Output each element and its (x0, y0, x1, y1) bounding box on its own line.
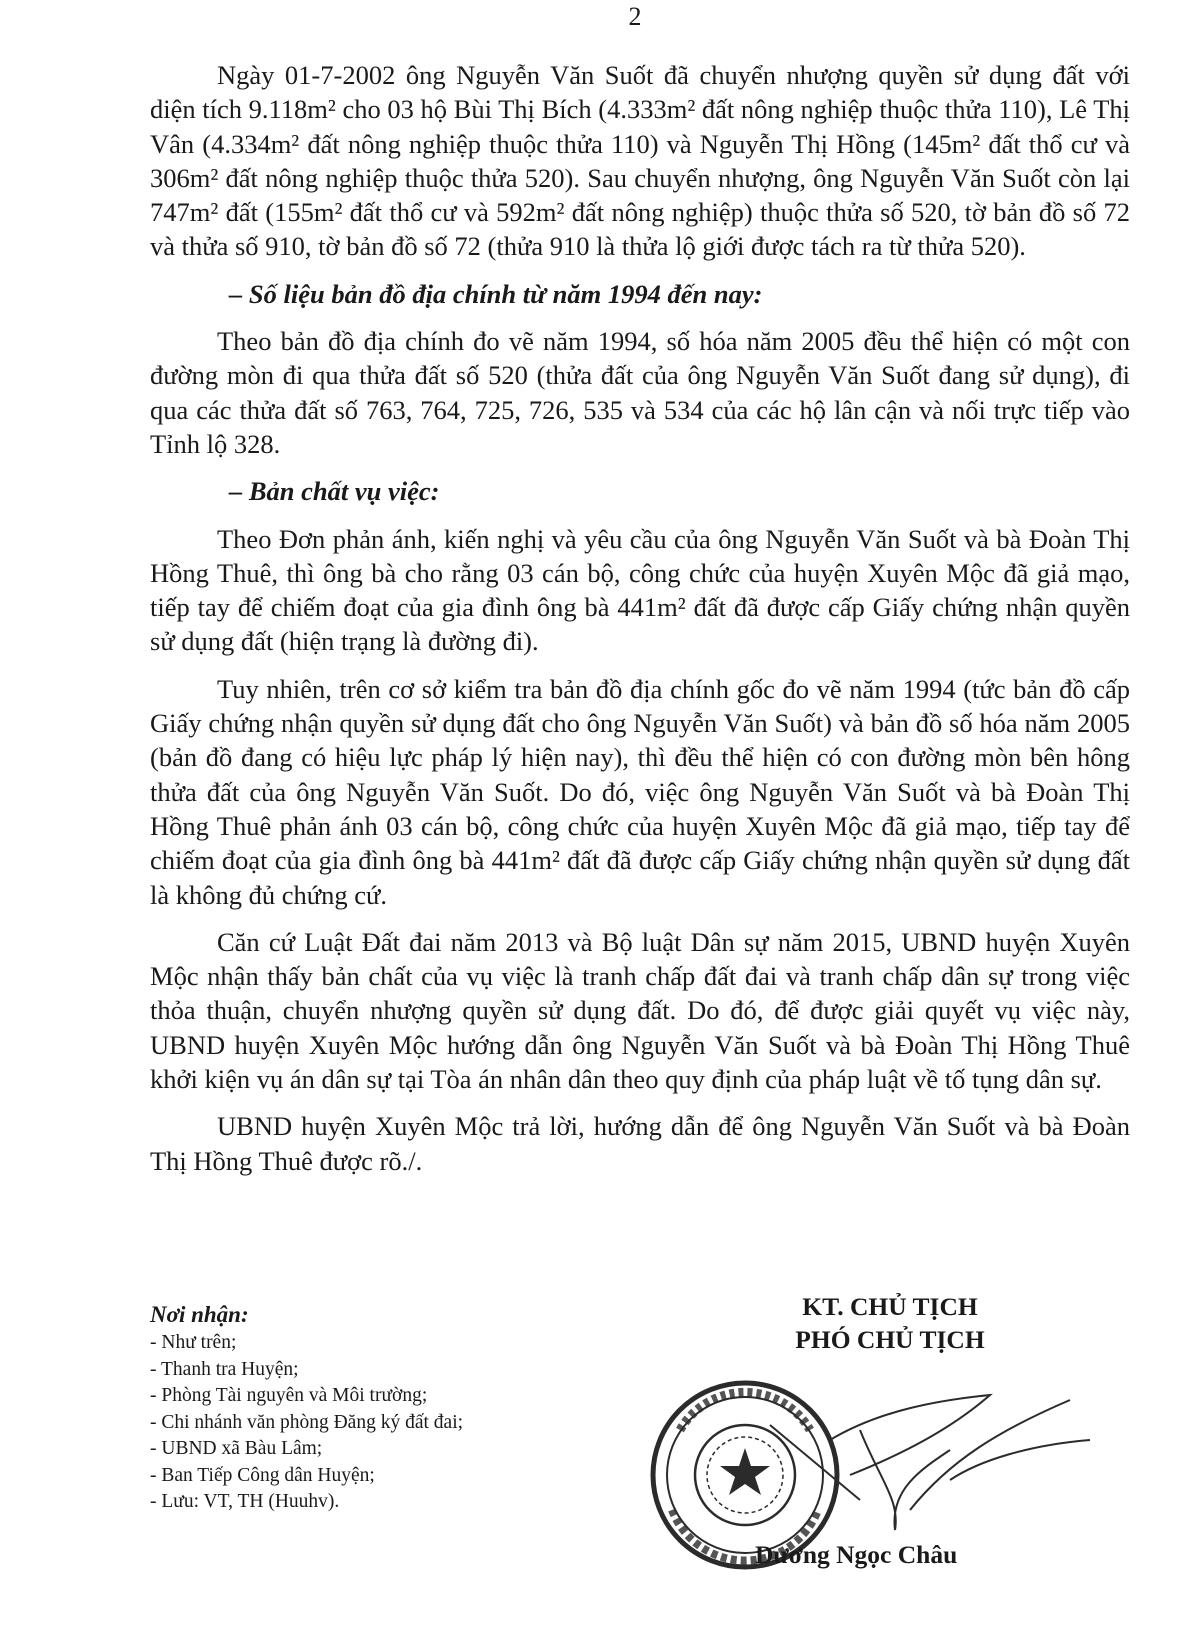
paragraph-verification: Tuy nhiên, trên cơ sở kiểm tra bản đồ địa chính gốc đo vẽ năm 1994 (tức bản đồ cấp Giấy chứng nhận quyền sử dụng đất cho ông Nguyễn Văn Suốt) và bản đồ số hóa năm 2005 (bản đồ đang có hiệu lực pháp lý hiện nay), thì đều thể hiện có con đường mòn bên hông thửa đất của ông Nguyễn Văn Suốt. Do đó, việc ông Nguyễn Văn Suốt và bà Đoàn Thị Hồng Thuê phản ánh 03 cán bộ, công chức của huyện Xuyên Mộc đã giả mạo, tiếp tay để chiếm đoạt của gia đình ông bà 441m² đất đã được cấp Giấy chứng nhận quyền sử dụng đất là không đủ chứng cứ. (150, 673, 1130, 910)
heading-cadastral-data: – Số liệu bản đồ địa chính từ năm 1994 đến nay: (229, 278, 763, 309)
page-number: 2 (628, 2, 642, 31)
heading-case-nature: – Bản chất vụ việc: (229, 476, 440, 507)
paragraph-land-transfer: Ngày 01-7-2002 ông Nguyễn Văn Suốt đã chuyển nhượng quyền sử dụng đất với diện tích 9.118m² cho 03 hộ Bùi Thị Bích (4.333m² đất nông nghiệp thuộc thửa 110), Lê Thị Vân (4.334m² đất nông nghiệp thuộc thửa 110) và Nguyễn Thị Hồng (145m² đất thổ cư và 306m² đất nông nghiệp thuộc thửa 520). Sau chuyển nhượng, ông Nguyễn Văn Suốt còn lại 747m² đất (155m² đất thổ cư và 592m² đất nông nghiệp) thuộc thửa số 520, tờ bản đồ số 72 và thửa số 910, tờ bản đồ số 72 (thửa 910 là thửa lộ giới được tách ra từ thửa 520). (150, 60, 1130, 262)
document-body (150, 58, 1130, 1191)
signature-title-1: KT. CHỦ TỊCH (802, 1292, 978, 1321)
signature-title-2: PHÓ CHỦ TỊCH (795, 1325, 985, 1354)
recipients-block (150, 1300, 590, 1516)
recipient-item: - Như trên; (150, 1332, 237, 1353)
recipients-title: Nơi nhận: (150, 1302, 249, 1327)
paragraph-complaint: Theo Đơn phản ánh, kiến nghị và yêu cầu của ông Nguyễn Văn Suốt và bà Đoàn Thị Hồng Thuê, thì ông bà cho rằng 03 cán bộ, công chức của huyện Xuyên Mộc đã giả mạo, tiếp tay để chiếm đoạt của gia đình ông bà 441m² đất đã được cấp Giấy chứng nhận quyền sử dụng đất (hiện trạng là đường đi). (150, 523, 1130, 657)
paragraph-closing: UBND huyện Xuyên Mộc trả lời, hướng dẫn để ông Nguyễn Văn Suốt và bà Đoàn Thị Hồng Thuê được rõ./. (150, 1111, 1130, 1176)
signature-block (640, 1290, 1140, 1356)
recipient-item: - UBND xã Bàu Lâm; (150, 1438, 323, 1459)
recipients-list (150, 1330, 590, 1516)
paragraph-legal-basis: Căn cứ Luật Đất đai năm 2013 và Bộ luật Dân sự năm 2015, UBND huyện Xuyên Mộc nhận thấy bản chất của vụ việc là tranh chấp đất đai và tranh chấp dân sự trong việc thỏa thuận, chuyển nhượng quyền sử dụng đất. Do đó, để được giải quyết vụ việc này, UBND huyện Xuyên Mộc hướng dẫn ông Nguyễn Văn Suốt và bà Đoàn Thị Hồng Thuê khởi kiện vụ án dân sự tại Tòa án nhân dân theo quy định của pháp luật về tố tụng dân sự. (150, 926, 1130, 1095)
recipient-item: - Chi nhánh văn phòng Đăng ký đất đai; (150, 1411, 464, 1433)
paragraph-cadastral-map: Theo bản đồ địa chính đo vẽ năm 1994, số hóa năm 2005 đều thể hiện có một con đường mòn đi qua thửa đất số 520 (thửa đất của ông Nguyễn Văn Suốt đang sử dụng), đi qua các thửa đất số 763, 764, 725, 726, 535 và 534 của các hộ lân cận và nối trực tiếp vào Tỉnh lộ 328. (150, 326, 1130, 459)
signer-name: Dương Ngọc Châu (755, 1540, 958, 1569)
recipient-item: - Ban Tiếp Công dân Huyện; (150, 1464, 375, 1486)
recipient-item: - Phòng Tài nguyên và Môi trường; (150, 1385, 428, 1406)
recipient-item: - Lưu: VT, TH (Huuhv). (150, 1491, 340, 1512)
recipient-item: - Thanh tra Huyện; (150, 1358, 299, 1380)
